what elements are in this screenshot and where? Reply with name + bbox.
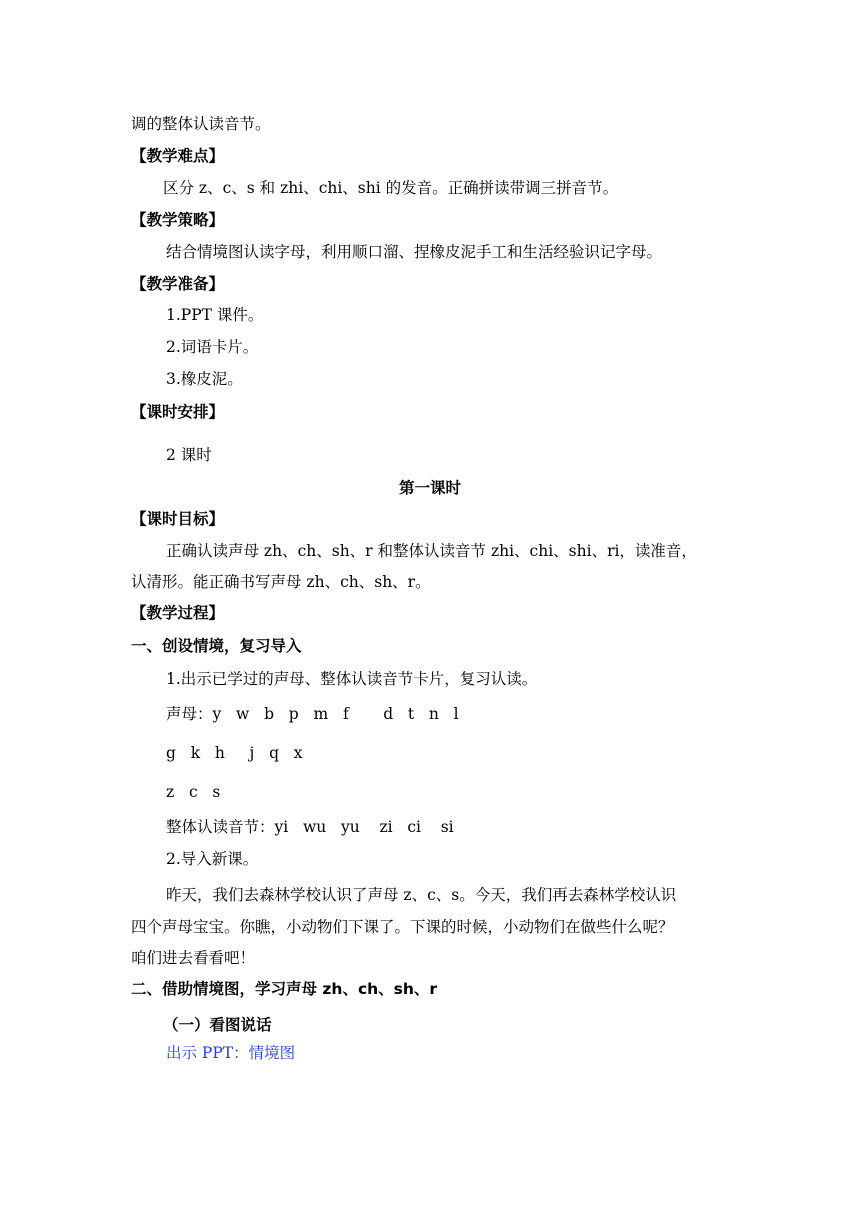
- list-item: 3.橡皮泥。: [166, 370, 243, 388]
- paragraph-line: 2.导入新课。: [166, 850, 259, 868]
- paragraph-line: 2 课时: [166, 446, 212, 464]
- phonics-line: 整体认读音节：yi wu yu zi ci si: [166, 818, 454, 836]
- subsection-heading: （一）看图说话: [163, 1016, 272, 1034]
- subsection-heading: 一、创设情境，复习导入: [131, 637, 302, 655]
- list-item: 1.PPT 课件。: [166, 306, 264, 324]
- paragraph-line: 昨天，我们去森林学校认识了声母 z、c、s。今天，我们再去森林学校认识: [166, 886, 677, 904]
- paragraph-line: 区分 z、c、s 和 zhi、chi、shi 的发音。正确拼读带调三拼音节。: [163, 179, 619, 197]
- subsection-heading: 二、借助情境图，学习声母 zh、ch、sh、r: [131, 980, 438, 998]
- paragraph-line: 认清形。能正确书写声母 zh、ch、sh、r。: [131, 573, 431, 591]
- paragraph-line: 正确认读声母 zh、ch、sh、r 和整体认读音节 zhi、chi、shi、ri，读准音，: [166, 542, 697, 560]
- ppt-note: 出示 PPT：情境图: [166, 1044, 296, 1062]
- section-heading: 【教学准备】: [131, 275, 225, 293]
- paragraph-line: 咱们进去看看吧！: [131, 949, 256, 967]
- section-heading: 【课时目标】: [131, 510, 225, 528]
- section-heading: 【教学策略】: [131, 211, 225, 229]
- lesson-title: 第一课时: [398, 479, 461, 497]
- section-heading: 【教学过程】: [131, 604, 225, 622]
- paragraph-line: 四个声母宝宝。你瞧，小动物们下课了。下课的时候，小动物们在做些什么呢？: [131, 918, 674, 936]
- list-item: 2.词语卡片。: [166, 338, 259, 356]
- paragraph-line: 调的整体认读音节。: [131, 115, 271, 133]
- section-heading: 【教学难点】: [131, 147, 225, 165]
- phonics-line: z c s: [166, 783, 221, 801]
- section-heading: 【课时安排】: [131, 403, 225, 421]
- phonics-line: g k h j q x: [166, 744, 303, 762]
- paragraph-line: 1.出示已学过的声母、整体认读音节卡片，复习认读。: [166, 670, 538, 688]
- phonics-line: 声母：y w b p m f d t n l: [166, 705, 459, 723]
- paragraph-line: 结合情境图认读字母，利用顺口溜、捏橡皮泥手工和生活经验识记字母。: [166, 243, 663, 261]
